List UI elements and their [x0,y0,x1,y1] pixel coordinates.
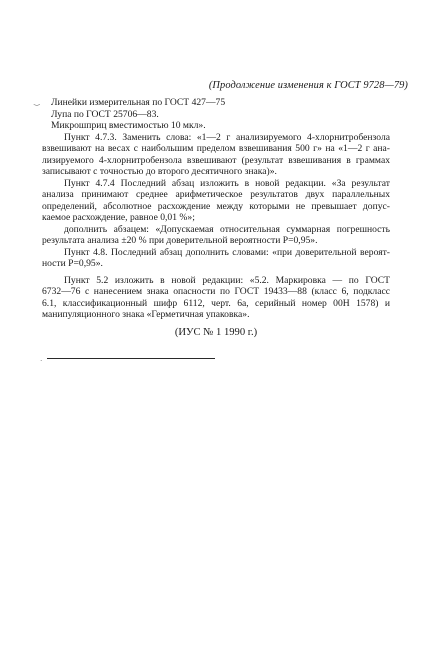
text-line: записывают с точностью до второго десятичного знака)». [42,166,277,177]
text-line: 6.1, классификационный шифр 6112, черт. 6а, серийный номер 00Н 1578) и [42,297,390,309]
text-line-clause-4-7-4: Пункт 4.7.4 Последний абзац изложить в новой редакции. «За результат [64,177,390,189]
text-line: анализа принимают среднее арифметическое результатов двух параллельных [42,189,390,200]
text-line: лизируемого 4-хлорнитробензола взвешивают (результат взвешивания в граммах [42,154,390,166]
text-line: каемое расхождение, равное 0,01 %»; [42,212,195,223]
text-line: манипуляционного знака «Герметичная упаковка». [42,309,250,320]
text-line: взвешивают на весах с наибольшим пределом взвешивания 500 г» на «1—2 г ана- [42,143,390,154]
text-line-clause-4-8: Пункт 4.8. Последний абзац дополнить словами: «при доверительной вероят- [64,246,390,258]
text-line: результата анализа ±20 % при доверительной вероятности P=0,95». [42,235,318,246]
text-line: ности P=0,95». [42,258,103,269]
text-line-instrument-rulers: Линейки измерительная по ГОСТ 427—75 [51,97,226,108]
text-line-clause-4-7-3: Пункт 4.7.3. Заменить слова: «1—2 г анализируемого 4-хлорнитробензола [64,131,390,143]
text-line-microsyringe: Микрошприц вместимостью 10 мкл». [51,120,206,131]
text-line-magnifier: Лупа по ГОСТ 25706—83. [51,108,159,120]
text-line-supplement: дополнить абзацем: «Допускаемая относительная суммарная погрешность [64,223,390,235]
scan-speck: ‿ [34,98,40,106]
text-line-clause-5-2: Пункт 5.2 изложить в новой редакции: «5.2. Маркировка — по ГОСТ [64,274,390,286]
scan-speck: · [40,357,43,365]
text-line: 6732—76 с нанесением знака опасности по ГОСТ 19433—88 (класс 6, подкласс [42,286,390,297]
ius-reference: (ИУС № 1 1990 г.) [174,326,258,338]
horizontal-rule [47,358,215,359]
text-line: определений, абсолютное расхождение между которыми не превышает допус- [42,200,390,212]
continuation-header: (Продолжение изменения к ГОСТ 9728—79) [208,80,408,91]
amendment-body [42,97,390,339]
